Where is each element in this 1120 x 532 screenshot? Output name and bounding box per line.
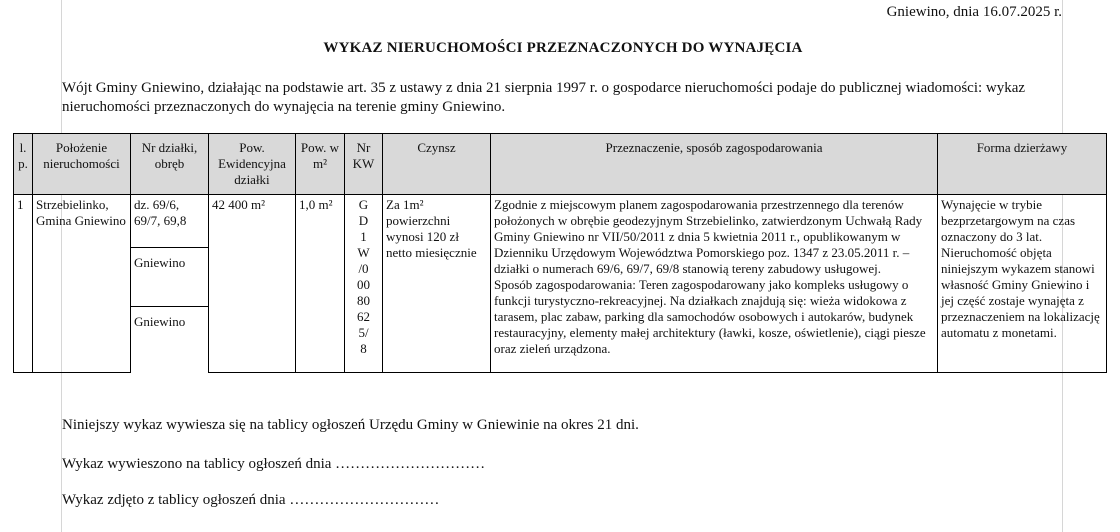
cell-czynsz: Za 1m² powierzchni wynosi 120 zł netto miesięcznie [383, 195, 491, 373]
table-row [14, 195, 1107, 373]
kw-char: G [358, 197, 369, 212]
kw-char: 80 [357, 293, 370, 308]
cell-pow-w-m2: 1,0 m² [296, 195, 345, 373]
document-title: WYKAZ NIERUCHOMOŚCI PRZEZNACZONYCH DO WYNAJĘCIA [323, 40, 803, 56]
kw-char: /0 [358, 261, 369, 276]
header-forma: Forma dzierżawy [938, 134, 1107, 195]
kw-char: W [357, 245, 370, 260]
kw-char: D [358, 213, 369, 228]
header-pow-ewidencyjna: Pow. Ewidencyjna działki [209, 134, 296, 195]
cell-forma: Wynajęcie w trybie bezprzetargowym na czas oznaczony do 3 lat. Nieruchomość objęta niniejszym wykazem stanowi własność Gminy Gniewino i jej część zostaje wynajęta z przeznaczeniem na lokalizację automatu z monetami. [938, 195, 1107, 373]
footer-posted-date: Wykaz wywieszono na tablicy ogłoszeń dnia ………………………… [62, 456, 486, 472]
kw-char: 5/ [358, 325, 369, 340]
kw-char: 00 [357, 277, 370, 292]
cell-polozenie: Strzebielinko, Gmina Gniewino [33, 195, 131, 373]
footer-removed-date: Wykaz zdjęto z tablicy ogłoszeń dnia ………………………… [62, 492, 440, 508]
cell-obreb-1: Gniewino [131, 248, 208, 307]
cell-nr-dzialki [131, 195, 209, 373]
intro-paragraph: Wójt Gminy Gniewino, działając na podstawie art. 35 z ustawy z dnia 21 sierpnia 1997 r. o gospodarce nieruchomości podaje do publicznej wiadomości: wykaz nieruchomości przeznaczonych do wynajęcia na terenie gminy Gniewino. [62, 80, 1026, 115]
header-nr-kw: Nr KW [345, 134, 383, 195]
header-lp: l. p. [14, 134, 33, 195]
date-line: Gniewino, dnia 16.07.2025 r. [886, 4, 1062, 20]
cell-dzialki: dz. 69/6, 69/7, 69,8 [131, 195, 208, 248]
header-czynsz: Czynsz [383, 134, 491, 195]
cell-nr-kw [345, 195, 383, 373]
cell-obreb-2: Gniewino [134, 314, 186, 329]
kw-char: 1 [360, 229, 367, 244]
header-polozenie: Położenie nieruchomości [33, 134, 131, 195]
header-przeznaczenie: Przeznaczenie, sposób zagospodarowania [491, 134, 938, 195]
property-table [13, 133, 1107, 373]
kw-char: 8 [360, 341, 367, 356]
header-nr-dzialki: Nr działki, obręb [131, 134, 209, 195]
przeznaczenie-text: Zgodnie z miejscowym planem zagospodarowania przestrzennego dla terenów położonych w obrębie geodezyjnym Strzebielinko, zatwierdzonym Uchwałą Rady Gminy Gniewino nr VII/50/2011 z dnia 5 kwietnia 2011 r., opublikowanym w Dzienniku Urzędowym Województwa Pomorskiego poz. 1347 z 23.05.2011 r. – działki o numerach 69/6, 69/7, 69/8 stanowią tereny zabudowy usługowej. [494, 197, 923, 276]
footer-notice: Niniejszy wykaz wywiesza się na tablicy ogłoszeń Urzędu Gminy w Gniewinie na okres 21 dni. [62, 417, 639, 433]
cell-przeznaczenie [491, 195, 938, 373]
sposob-zagospodarowania-text: Sposób zagospodarowania: Teren zagospodarowany jako kompleks usługowy o funkcji turystyczno-rekreacyjnej. Na działkach znajdują się: wieża widokowa z tarasem, plac zabaw, parking dla samochodów osobowych i autokarów, budynek restauracyjny, elementy małej architektury (ławki, kosze, oświetlenie), ciągi piesze oraz zieleń urządzona. [494, 277, 926, 356]
cell-lp: 1 [14, 195, 33, 373]
header-pow-w-m2: Pow. w m² [296, 134, 345, 195]
table-header-row [14, 134, 1107, 195]
cell-pow-ewidencyjna: 42 400 m² [209, 195, 296, 373]
kw-char: 62 [357, 309, 370, 324]
